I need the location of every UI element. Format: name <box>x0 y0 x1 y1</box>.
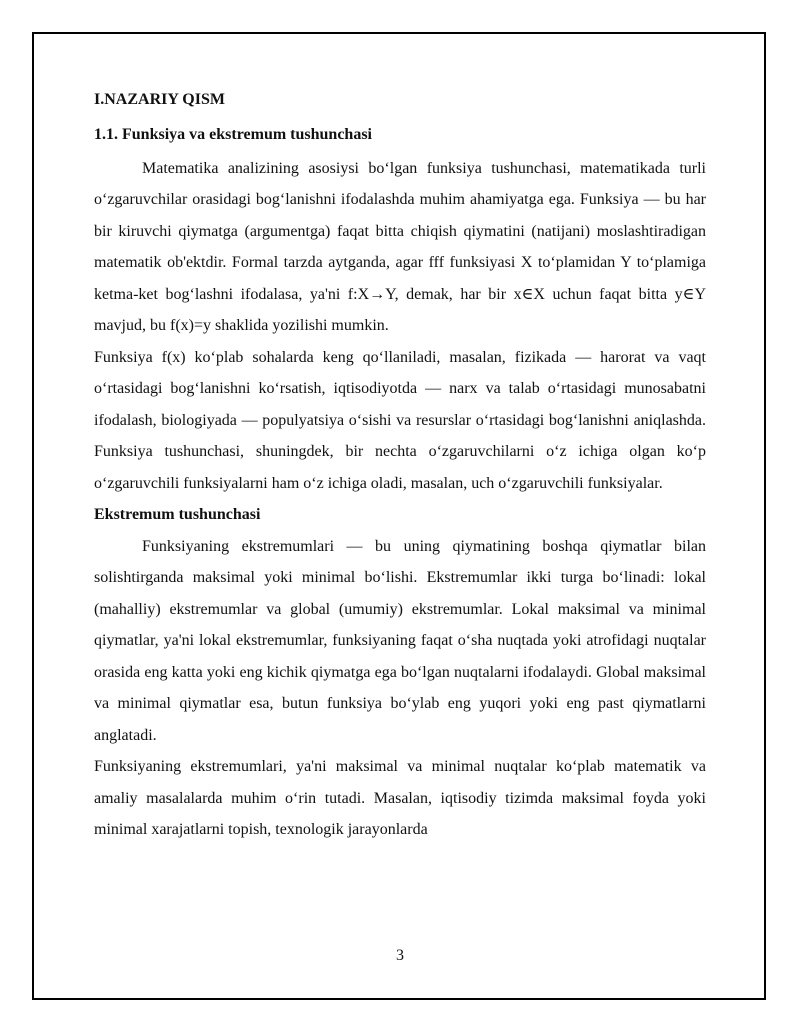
page-number: 3 <box>396 947 404 964</box>
paragraph-functions-applications: Funksiya f(x) ko‘plab sohalarda keng qo‘llaniladi, masalan, fizikada — harorat va vaqt o‘rtasidagi bog‘lanishni ko‘rsatish, iqtisodiyotda — narx va talab o‘rtasidagi munosabatni ifodalash, biologiyada — populyatsiya o‘sishi va resurslar o‘rtasidagi bog‘lanishni aniqlashda. Funksiya tushunchasi, shuningdek, bir nechta o‘zgaruvchilarni o‘z ichiga olgan ko‘p o‘zgaruvchili funksiyalarni ham o‘z ichiga oladi, masalan, uch o‘zgaruvchili funksiyalar. <box>94 348 706 492</box>
document-body <box>94 84 706 846</box>
subsection-title: 1.1. Funksiya va ekstremum tushunchasi <box>94 125 372 143</box>
paragraph-extremum-applications: Funksiyaning ekstremumlari, ya'ni maksimal va minimal nuqtalar ko‘plab matematik va amaliy masalalarda muhim o‘rin tutadi. Masalan, iqtisodiy tizimda maksimal foyda yoki minimal xarajatlarni topish, texnologik jarayonlarda <box>94 758 706 838</box>
ekstremum-heading: Ekstremum tushunchasi <box>94 506 261 523</box>
paragraph-extremum-definition: Funksiyaning ekstremumlari — bu uning qiymatining boshqa qiymatlar bilan solishtirganda maksimal yoki minimal bo‘lishi. Ekstremumlar ikki turga bo‘linadi: lokal (mahalliy) ekstremumlar va global (umumiy) ekstremumlar. Lokal maksimal va minimal qiymatlar, ya'ni lokal ekstremumlar, funksiyaning faqat o‘sha nuqtada yoki atrofidagi nuqtalar orasida eng katta yoki eng kichik qiymatga ega bo‘lgan nuqtalarni ifodalaydi. Global maksimal va minimal qiymatlar esa, butun funksiya bo‘ylab eng yuqori yoki eng past qiymatlarni anglatadi. <box>94 537 706 744</box>
section-title: I.NAZARIY QISM <box>94 91 225 108</box>
paragraph-functions-intro: Matematika analizining asosiysi bo‘lgan funksiya tushunchasi, matematikada turli o‘zgaruvchilar orasidagi bog‘lanishni ifodalashda muhim ahamiyatga ega. Funksiya — bu har bir kiruvchi qiymatga (argumentga) faqat bitta chiqish qiymatini (natijani) moslashtiradigan matematik ob'ektdir. Formal tarzda aytganda, agar fff funksiyasi X to‘plamidan Y to‘plamiga ketma-ket bog‘lashni ifodalasa, ya'ni f:X→Y, demak, har bir x∈X uchun faqat bitta y∈Y mavjud, bu f(x)=y shaklida yozilishi mumkin. <box>94 159 706 334</box>
